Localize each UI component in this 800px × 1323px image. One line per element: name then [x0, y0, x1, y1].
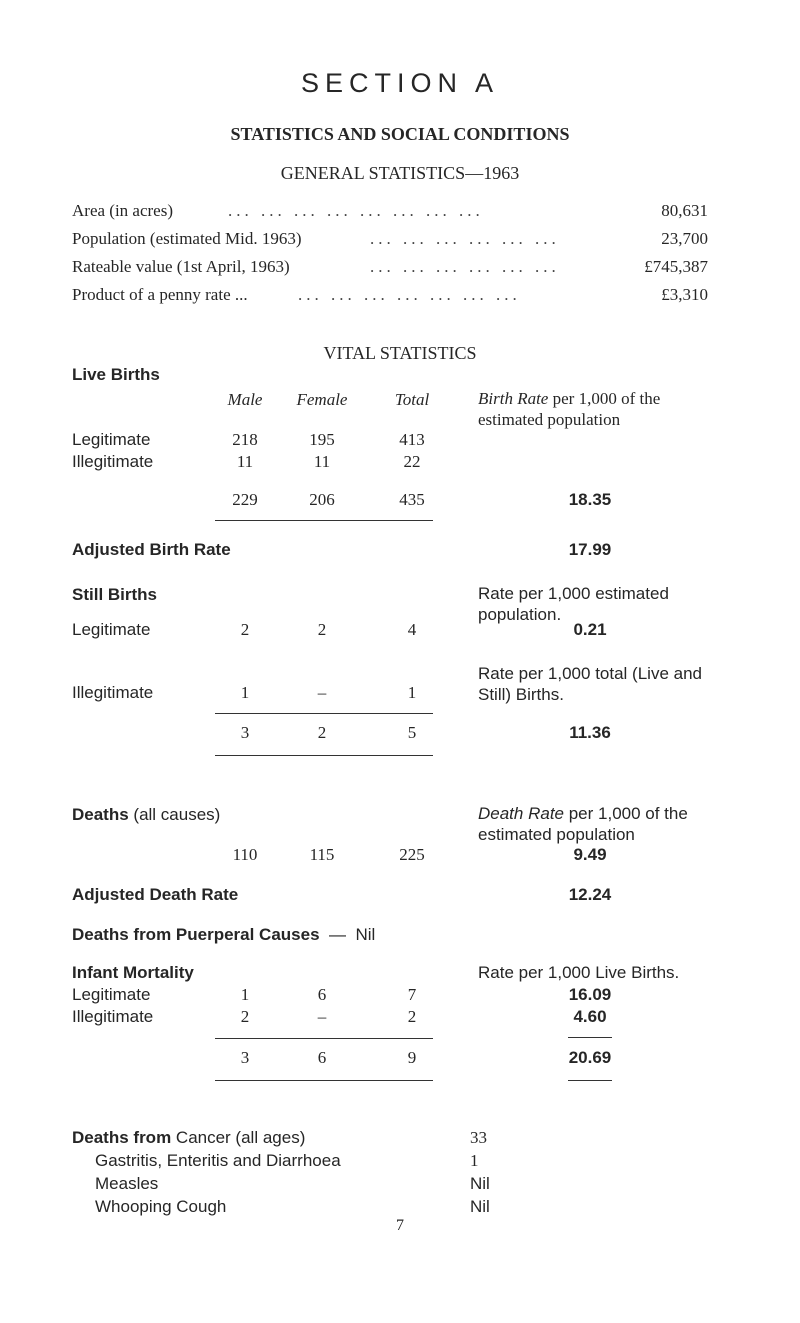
page-number: 7 — [396, 1217, 404, 1234]
section-title: SECTION A — [300, 68, 500, 98]
leader-dots: ... ... ... ... ... ... ... — [298, 285, 521, 304]
general-value-rateable: £745,387 — [644, 257, 708, 276]
adjusted-death-label: Adjusted Death Rate — [72, 885, 239, 904]
general-label-penny-rate: Product of a penny rate ... — [72, 285, 248, 304]
still-illegitimate-female: – — [317, 683, 327, 702]
adjusted-death-value: 12.24 — [568, 885, 612, 904]
leader-dots: ... ... ... ... ... ... — [370, 229, 560, 248]
infant-rate-label: Rate per 1,000 Live Births. — [478, 963, 680, 982]
cancer-value: 33 — [470, 1128, 487, 1147]
live-illegitimate-female: 11 — [313, 452, 331, 471]
deaths-total: 225 — [399, 845, 425, 864]
infant-heading: Infant Mortality — [72, 963, 194, 982]
general-label-rateable: Rateable value (1st April, 1963) — [72, 257, 290, 276]
live-legitimate-total: 413 — [399, 430, 425, 449]
puerperal-row: Deaths from Puerperal Causes — Nil — [72, 925, 376, 944]
death-rate-value: 9.49 — [573, 845, 607, 864]
deaths-male: 110 — [232, 845, 258, 864]
general-label-population: Population (estimated Mid. 1963) — [72, 229, 302, 248]
table-rule — [215, 713, 433, 714]
infant-illegitimate-label: Illegitimate — [72, 1007, 154, 1026]
infant-total-female: 6 — [317, 1048, 327, 1067]
live-legitimate-female: 195 — [309, 430, 335, 449]
still-legitimate-male: 2 — [240, 620, 250, 639]
live-total-male: 229 — [232, 490, 258, 509]
whooping-cough-value: Nil — [470, 1197, 490, 1216]
infant-illegitimate-rate: 4.60 — [573, 1007, 607, 1026]
live-total-total: 435 — [399, 490, 425, 509]
still-illegitimate-male: 1 — [240, 683, 250, 702]
still-total-female: 2 — [317, 723, 327, 742]
live-total-female: 206 — [309, 490, 335, 509]
table-rule — [215, 1038, 433, 1039]
infant-illegitimate-male: 2 — [240, 1007, 250, 1026]
col-female-header: Female — [296, 390, 348, 409]
still-legitimate-label: Legitimate — [72, 620, 151, 639]
leader-dots: ... ... ... ... ... ... — [370, 257, 560, 276]
general-label-area: Area (in acres) — [72, 201, 173, 220]
birth-rate-value: 18.35 — [568, 490, 612, 509]
live-legitimate-label: Legitimate — [72, 430, 151, 449]
general-value-penny-rate: £3,310 — [661, 285, 708, 304]
infant-legitimate-rate: 16.09 — [568, 985, 612, 1004]
live-illegitimate-label: Illegitimate — [72, 452, 154, 471]
still-legitimate-female: 2 — [317, 620, 327, 639]
death-rate-label: Death Rate per 1,000 of the estimated population — [478, 804, 688, 844]
col-total-header: Total — [394, 390, 430, 409]
still-rate-pop-label: Rate per 1,000 estimated population. — [478, 584, 669, 624]
birth-rate-label: Birth Rate per 1,000 of the estimated population — [478, 389, 661, 429]
infant-legitimate-female: 6 — [317, 985, 327, 1004]
still-illegitimate-label: Illegitimate — [72, 683, 154, 702]
still-total-male: 3 — [240, 723, 250, 742]
infant-illegitimate-total: 2 — [407, 1007, 417, 1026]
still-rate-pop-value: 0.21 — [573, 620, 607, 639]
table-rule — [215, 1080, 433, 1081]
live-births-heading: Live Births — [72, 365, 160, 384]
general-value-population: 23,700 — [661, 229, 708, 248]
vital-heading: VITAL STATISTICS — [323, 343, 477, 363]
infant-legitimate-male: 1 — [240, 985, 250, 1004]
infant-total-total: 9 — [407, 1048, 417, 1067]
infant-illegitimate-female: – — [317, 1007, 327, 1026]
infant-legitimate-label: Legitimate — [72, 985, 151, 1004]
live-illegitimate-male: 11 — [236, 452, 254, 471]
cancer-label: Deaths from Cancer (all ages) — [72, 1128, 306, 1147]
deaths-label: Deaths (all causes) — [72, 805, 221, 824]
whooping-cough-label: Whooping Cough — [95, 1197, 227, 1216]
infant-legitimate-total: 7 — [407, 985, 417, 1004]
gastritis-value: 1 — [470, 1151, 479, 1170]
infant-total-male: 3 — [240, 1048, 250, 1067]
rate-rule — [568, 1037, 612, 1038]
adjusted-birth-value: 17.99 — [568, 540, 612, 559]
gastritis-label: Gastritis, Enteritis and Diarrhoea — [95, 1151, 341, 1170]
rate-rule — [568, 1080, 612, 1081]
table-rule — [215, 520, 433, 521]
still-total-total: 5 — [407, 723, 417, 742]
page-subtitle: STATISTICS AND SOCIAL CONDITIONS — [230, 124, 570, 144]
general-heading: GENERAL STATISTICS—1963 — [280, 163, 520, 183]
live-legitimate-male: 218 — [232, 430, 258, 449]
still-legitimate-total: 4 — [407, 620, 417, 639]
live-illegitimate-total: 22 — [403, 452, 421, 471]
table-rule — [215, 755, 433, 756]
deaths-female: 115 — [309, 845, 335, 864]
still-rate-births-value: 11.36 — [569, 723, 611, 742]
general-value-area: 80,631 — [661, 201, 708, 220]
leader-dots: ... ... ... ... ... ... ... ... — [228, 201, 484, 220]
measles-label: Measles — [95, 1174, 159, 1193]
col-male-header: Male — [227, 390, 263, 409]
measles-value: Nil — [470, 1174, 490, 1193]
still-illegitimate-total: 1 — [407, 683, 417, 702]
still-rate-births-label: Rate per 1,000 total (Live and Still) Births. — [478, 664, 702, 704]
adjusted-birth-label: Adjusted Birth Rate — [72, 540, 231, 559]
infant-total-rate: 20.69 — [568, 1048, 612, 1067]
still-births-heading: Still Births — [72, 585, 158, 604]
